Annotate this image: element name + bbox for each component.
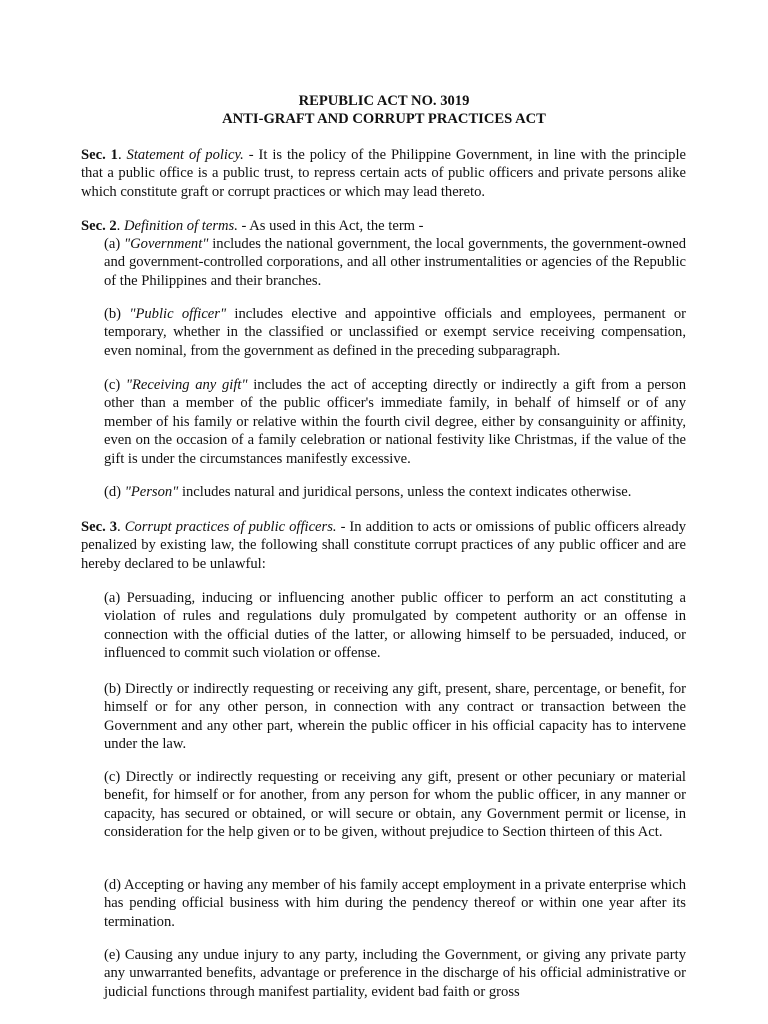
definition-c-label: (c): [104, 377, 121, 393]
definition-c-term: "Receiving any gift": [125, 377, 248, 393]
section-3-paragraph: Sec. 3. Corrupt practices of public officers. - In addition to acts or omissions of public officers already penalized by existing law, the following shall constitute corrupt practices of any public officer and are hereby declared to be unlawful:: [81, 519, 686, 572]
section-2-intro: Sec. 2. Definition of terms. - As used in this Act, the term -: [81, 218, 424, 234]
definition-a-term: "Government": [124, 236, 209, 252]
section-3-title: Corrupt practices of public officers.: [124, 519, 337, 535]
definition-a-text: includes the national government, the local governments, the government-owned and government-controlled corporations, and all other instrumentalities or agencies of the Republic of the Philippines and their branches.: [104, 236, 686, 289]
definition-b: [104, 305, 686, 360]
definition-b-term: "Public officer": [129, 306, 227, 322]
act-number-heading: REPUBLIC ACT NO. 3019: [298, 93, 470, 109]
act-title-heading: ANTI-GRAFT AND CORRUPT PRACTICES ACT: [222, 111, 546, 127]
section-1-number: Sec. 1: [81, 147, 118, 163]
definition-d: [104, 483, 686, 501]
section-2-text: - As used in this Act, the term -: [241, 218, 424, 234]
definition-d-label: (d): [104, 484, 122, 500]
corrupt-practice-c: (c) Directly or indirectly requesting or receiving any gift, present or other pecuniary or material benefit, for himself or for another, from any person for whom the public officer, in any manner or capacity, has secured or obtained, or will secure or obtain, any Government permit or license, in consideration for the help given or to be given, without prejudice to Section thirteen of this Act.: [104, 769, 686, 841]
definition-d-text: includes natural and juridical persons, unless the context indicates otherwise.: [181, 484, 632, 500]
section-2-number: Sec. 2: [81, 218, 117, 234]
corrupt-practice-e: (e) Causing any undue injury to any party, including the Government, or giving any private party any unwarranted benefits, advantage or preference in the discharge of his official administrative or judicial functions through manifest partiality, evident bad faith or gross: [104, 947, 686, 1000]
section-1-title: Statement of policy.: [126, 147, 244, 163]
section-3-text: - In addition to acts or omissions of public officers already penalized by existing law, the following shall constitute corrupt practices of any public officer and are hereby declared to be unlawful:: [81, 519, 686, 572]
definition-a: [104, 235, 686, 290]
section-1-paragraph: Sec. 1. Statement of policy. - It is the policy of the Philippine Government, in line with the principle that a public office is a public trust, to repress certain acts of public officers and private persons alike which constitute graft or corrupt practices or which may lead thereto.: [81, 147, 686, 200]
definition-a-label: (a): [104, 236, 121, 252]
definition-c: [104, 376, 686, 468]
section-3-number: Sec. 3: [81, 519, 118, 535]
section-1-text: - It is the policy of the Philippine Government, in line with the principle that a public office is a public trust, to repress certain acts of public officers and private persons alike which constitute graft or corrupt practices or which may lead thereto.: [81, 147, 686, 200]
definition-b-label: (b): [104, 306, 122, 322]
definition-d-term: "Person": [124, 484, 179, 500]
definition-c-text: includes the act of accepting directly or indirectly a gift from a person other than a member of the public officer's immediate family, in behalf of himself or of any member of his family or relative within the fourth civil degree, either by consanguinity or affinity, even on the occasion of a family celebration or national festivity like Christmas, if the value of the gift is under the circumstances manifestly excessive.: [104, 377, 687, 467]
corrupt-practice-d: (d) Accepting or having any member of his family accept employment in a private enterprise which has pending official business with him during the pendency thereof or within one year after its termination.: [104, 877, 686, 930]
corrupt-practice-a: (a) Persuading, inducing or influencing another public officer to perform an act constituting a violation of rules and regulations duly promulgated by competent authority or an offense in connection with the official duties of the latter, or allowing himself to be persuaded, induced, or influenced to commit such violation or offense.: [104, 590, 686, 662]
definition-b-text: includes elective and appointive officials and employees, permanent or temporary, whether in the classified or unclassified or exempt service receiving compensation, even nominal, from the government as defined in the preceding subparagraph.: [104, 306, 686, 359]
section-2-title: Definition of terms.: [123, 218, 238, 234]
corrupt-practice-b: (b) Directly or indirectly requesting or receiving any gift, present, share, percentage, or benefit, for himself or for any other person, in connection with any contract or transaction between the Government and any other part, wherein the public officer in his official capacity has to intervene under the law.: [104, 681, 686, 753]
